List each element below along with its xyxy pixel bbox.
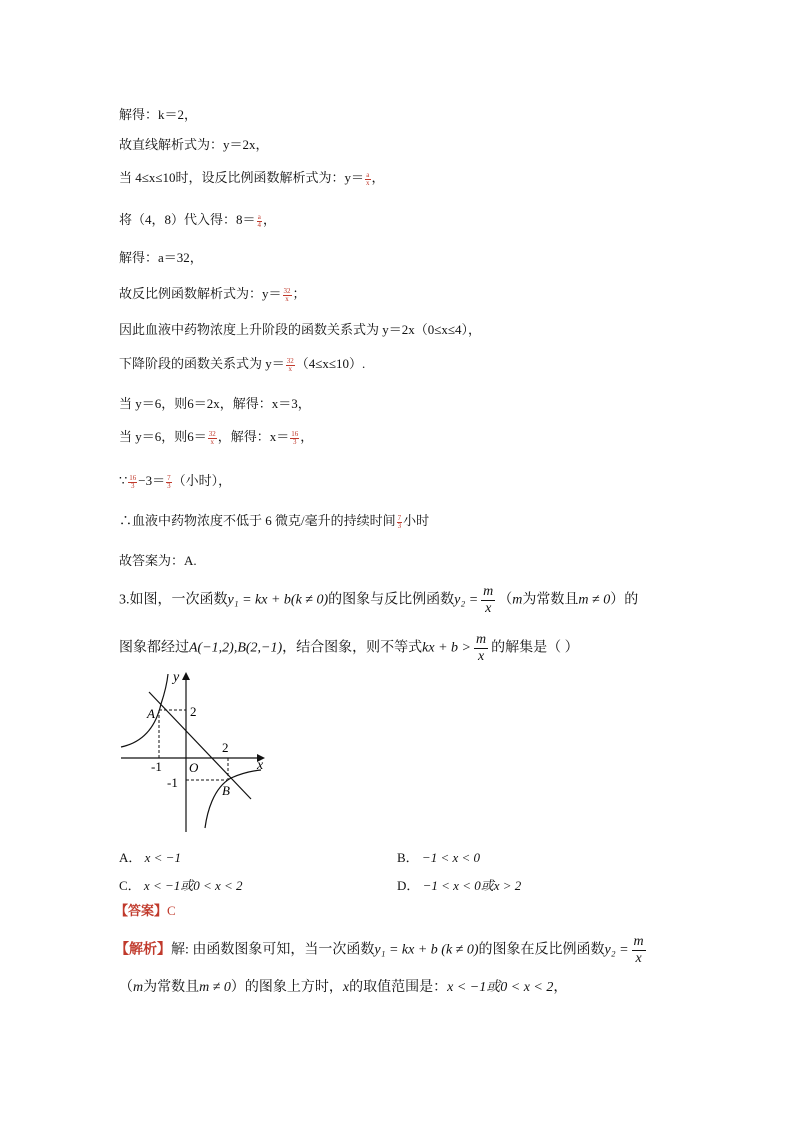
solution-line: 故答案为：A. bbox=[119, 553, 197, 568]
solution-line: 解得：a＝32， bbox=[119, 250, 203, 265]
function-graph bbox=[115, 668, 275, 838]
solution-line bbox=[119, 211, 276, 229]
fraction: $\frac{m}{x}$ bbox=[483, 584, 494, 616]
formula: x < −1或0 < x < 2 bbox=[447, 980, 554, 995]
option-label: D． bbox=[397, 878, 420, 893]
formula: y₂ = bbox=[454, 592, 479, 608]
fraction: $\frac{16}{3}$ bbox=[129, 473, 137, 490]
text: ）的 bbox=[610, 592, 639, 608]
text: ， bbox=[263, 212, 277, 227]
text: 的图象在反比例函数 bbox=[478, 942, 605, 958]
text: （ bbox=[498, 592, 513, 608]
text: （4≤x≤10）. bbox=[295, 356, 366, 371]
text: ）的图象上方时， bbox=[230, 980, 343, 995]
formula: m ≠ 0 bbox=[578, 592, 611, 608]
text: ， bbox=[553, 980, 568, 995]
hyperbola-branch-right bbox=[205, 770, 261, 828]
label-O: O bbox=[189, 760, 199, 775]
text: 的解集是（ ） bbox=[491, 640, 579, 656]
text: ∴血液中药物浓度不低于 6 微克/毫升的持续时间 bbox=[119, 513, 396, 528]
y-axis-arrow bbox=[182, 672, 190, 680]
fraction: $\frac{7}{3}$ bbox=[397, 513, 402, 530]
text: ，结合图象，则不等式 bbox=[282, 640, 423, 656]
label-A: A bbox=[147, 706, 155, 721]
text: 下降阶段的函数关系式为 y＝ bbox=[119, 356, 285, 371]
text: 故反比例函数解析式为：y＝ bbox=[119, 286, 282, 301]
option-value: x < −1 bbox=[144, 850, 181, 865]
fraction: $\frac{a}{x}$ bbox=[366, 170, 370, 187]
option-a[interactable] bbox=[119, 847, 181, 866]
label-y: y bbox=[173, 670, 180, 685]
text: 为常数且 bbox=[522, 592, 579, 608]
option-c[interactable] bbox=[119, 875, 243, 894]
text: 小时 bbox=[403, 513, 430, 528]
analysis-line bbox=[115, 934, 649, 967]
text: ∵ bbox=[119, 473, 128, 488]
formula: m ≠ 0 bbox=[199, 980, 231, 995]
formula: m bbox=[512, 592, 523, 608]
text: 将（4，8）代入得：8＝ bbox=[119, 212, 256, 227]
linear-function-line bbox=[149, 692, 251, 799]
analysis-tag: 【解析】 bbox=[115, 942, 171, 958]
option-d[interactable] bbox=[397, 875, 521, 894]
solution-line bbox=[119, 428, 313, 446]
solution-line: 故直线解析式为：y＝2x， bbox=[119, 137, 269, 152]
fraction: $\frac{a}{4}$ bbox=[257, 212, 262, 229]
option-label: B． bbox=[397, 850, 419, 865]
text: 3.如图，一次函数 bbox=[119, 592, 228, 608]
formula: y₁ = kx + b (k ≠ 0) bbox=[374, 942, 479, 958]
text: 图象都经过 bbox=[119, 640, 189, 656]
label-B: B bbox=[222, 783, 230, 798]
analysis-line bbox=[119, 978, 567, 998]
text: ，解得：x＝ bbox=[217, 429, 290, 444]
answer-line bbox=[115, 902, 176, 920]
fraction: $\frac{m}{x}$ bbox=[475, 632, 487, 664]
text: 当 4≤x≤10时，设反比例函数解析式为：y＝ bbox=[119, 170, 365, 185]
label-x: x bbox=[257, 758, 264, 773]
solution-line bbox=[119, 355, 365, 373]
tick-ym1: -1 bbox=[167, 775, 178, 790]
text: ， bbox=[371, 170, 385, 185]
solution-line: 因此血液中药物浓度上升阶段的函数关系式为 y＝2x（0≤x≤4）， bbox=[119, 322, 482, 337]
solution-line: 解得：k＝2， bbox=[119, 107, 198, 122]
text: 解: 由函数图象可知，当一次函数 bbox=[171, 942, 375, 958]
formula: m bbox=[133, 980, 144, 995]
text: （小时）， bbox=[172, 473, 232, 488]
formula: x bbox=[342, 980, 350, 995]
tick-x2: 2 bbox=[222, 740, 229, 755]
option-value: −1 < x < 0或x > 2 bbox=[422, 878, 522, 893]
tick-xm1: -1 bbox=[151, 759, 162, 774]
solution-line bbox=[119, 472, 231, 490]
text: 为常数且 bbox=[143, 980, 200, 995]
solution-line bbox=[119, 169, 385, 187]
text: （ bbox=[119, 980, 133, 995]
option-label: C． bbox=[119, 878, 141, 893]
text: ， bbox=[300, 429, 314, 444]
text: 的图象与反比例函数 bbox=[328, 592, 455, 608]
answer-value: C bbox=[167, 903, 176, 918]
text: 当 y＝6，则6＝ bbox=[119, 429, 207, 444]
option-b[interactable] bbox=[397, 847, 480, 866]
solution-line bbox=[119, 285, 306, 303]
fraction: $\frac{32}{x}$ bbox=[208, 429, 216, 446]
solution-line: 当 y＝6，则6＝2x，解得：x＝3， bbox=[119, 396, 311, 411]
formula: A(−1,2),B(2,−1) bbox=[189, 640, 283, 656]
option-value: x < −1或0 < x < 2 bbox=[143, 878, 243, 893]
option-value: −1 < x < 0 bbox=[421, 850, 481, 865]
fraction: $\frac{m}{x}$ bbox=[633, 934, 644, 966]
fraction: $\frac{16}{3}$ bbox=[291, 429, 299, 446]
answer-tag: 【答案】 bbox=[115, 903, 168, 918]
option-label: A． bbox=[119, 850, 142, 865]
text: 的取值范围是： bbox=[349, 980, 448, 995]
question-line bbox=[119, 584, 638, 617]
tick-y2: 2 bbox=[190, 704, 197, 719]
formula: kx + b > bbox=[422, 640, 471, 656]
solution-line bbox=[119, 512, 429, 530]
formula: y₂ = bbox=[604, 942, 629, 958]
formula: y₁ = kx + b(k ≠ 0) bbox=[227, 592, 329, 608]
fraction: $\frac{32}{x}$ bbox=[286, 356, 294, 373]
text: −3＝ bbox=[138, 473, 166, 488]
fraction: $\frac{32}{x}$ bbox=[283, 286, 291, 303]
fraction: $\frac{7}{3}$ bbox=[167, 473, 171, 490]
question-line bbox=[119, 632, 579, 665]
text: ； bbox=[292, 286, 306, 301]
